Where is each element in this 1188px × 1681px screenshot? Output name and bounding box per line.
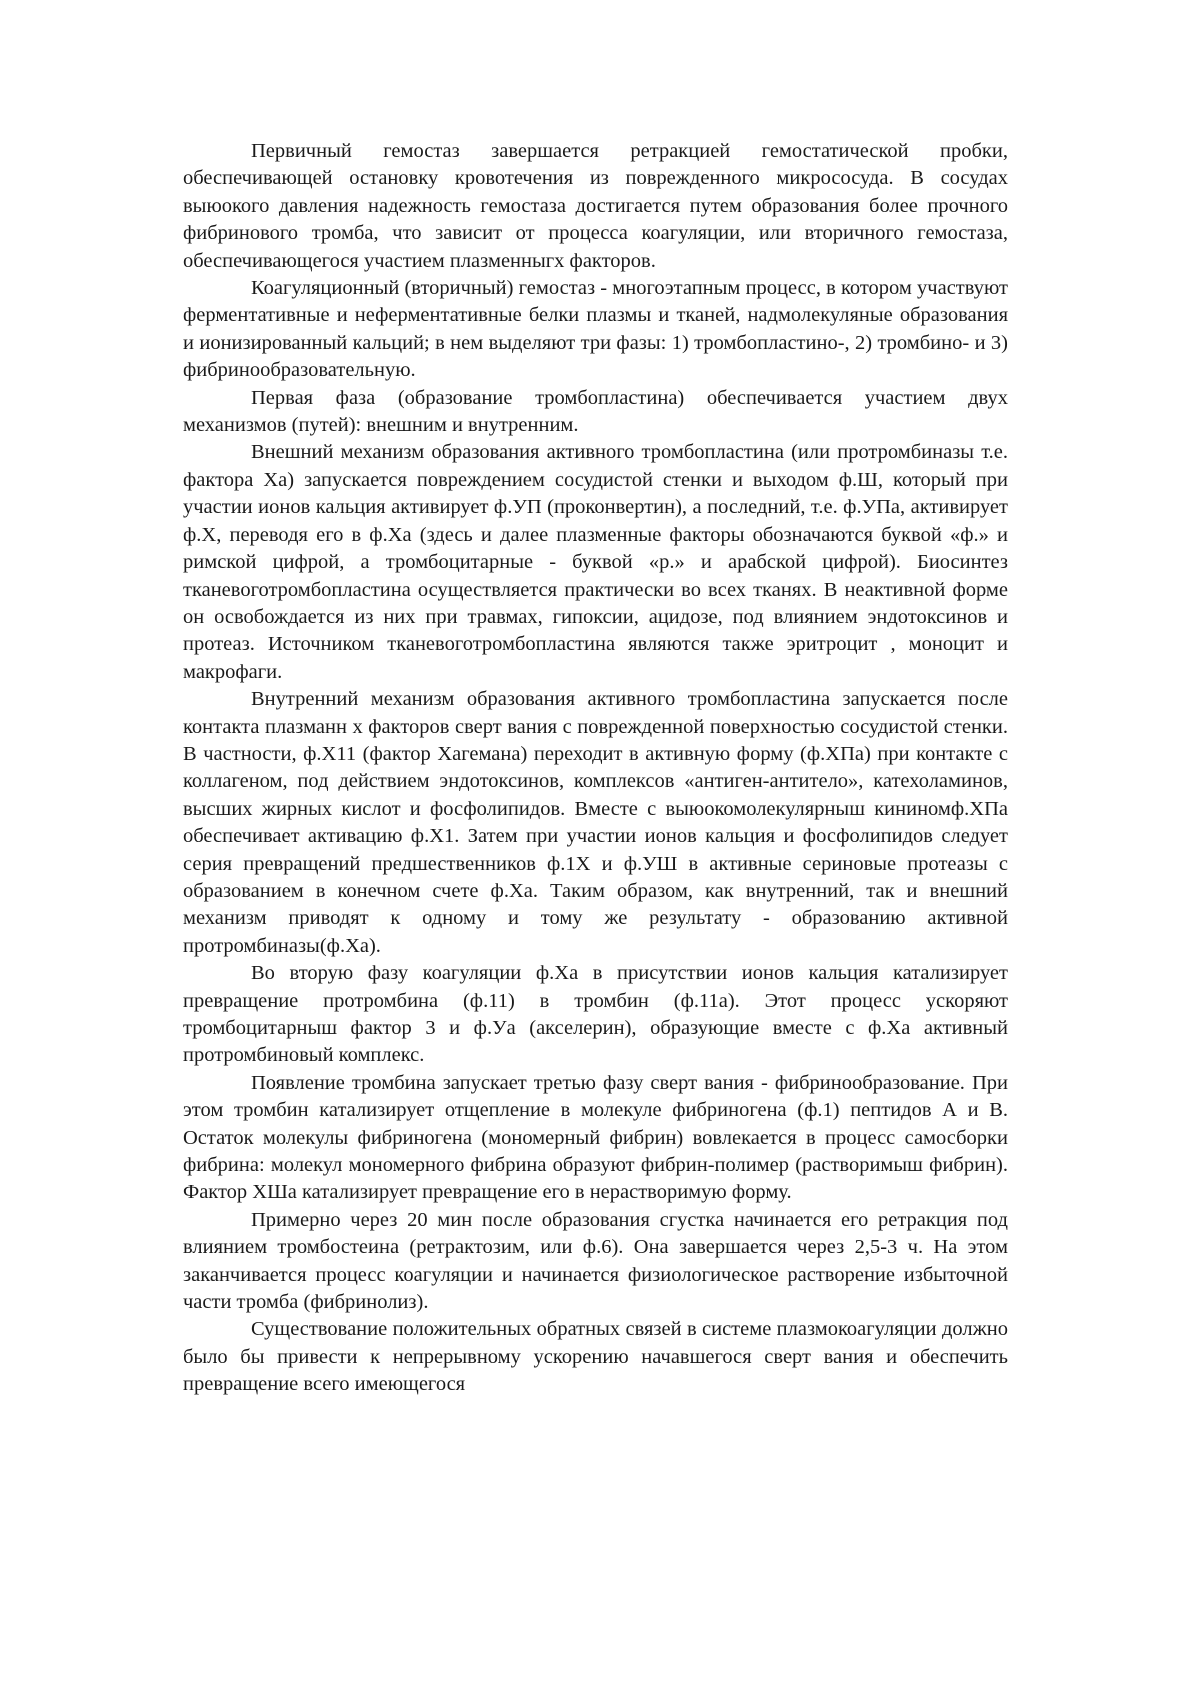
paragraph-primary-hemostasis: Первичный гемостаз завершается ретракцией гемостатической пробки, обеспечивающей остановку кровотечения из поврежденного микрососуда. В сосудах выюокого давления надежность гемостаза достигается путем образования более прочного фибринового тромба, что зависит от процесса коагуляции, или вторичного гемостаза, обеспечивающегося участием плазменныгх факторов. (183, 140, 1008, 272)
paragraph-external-mechanism: Внешний механизм образования активного тромбопластина (или протромбиназы т.е. фактора Ха) запускается повреждением сосудистой стенки и выходом ф.Ш, который при участии ионов кальция активирует ф.УП (проконвертин), а последний, т.е. ф.УПа, активирует ф.Х, переводя его в ф.Ха (здесь и далее плазменные факторы обозначаются буквой «ф.» и римской цифрой, а тромбоцитарные - буквой «р.» и арабской цифрой). Биосинтез тканевоготромбопластина осуществляется практически во всех тканях. В неактивной форме он освобождается из них при травмах, гипоксии, ацидозе, под влиянием эндотоксинов и протеаз. Источником тканевоготромбопластина являются также эритроцит , моноцит и макрофаги. (183, 441, 1008, 683)
paragraph-third-phase: Появление тромбина запускает третью фазу сверт вания - фибринообразование. При этом тромбин катализирует отщепление в молекуле фибриногена (ф.1) пептидов А и В. Остаток молекулы фибриногена (мономерный фибрин) вовлекается в процесс самосборки фибрина: молекул мономерного фибрина образуют фибрин-полимер (растворимыш фибрин). Фактор ХШа катализирует превращение его в нерастворимую форму. (183, 1071, 1008, 1204)
paragraph-second-phase: Во вторую фазу коагуляции ф.Ха в присутствии ионов кальция катализирует превращение протромбина (ф.11) в тромбин (ф.11а). Этот процесс ускоряют тромбоцитарныш фактор 3 и ф.Уа (акселерин), образующие вместе с ф.Ха активный протромбиновый комплекс. (183, 962, 1008, 1067)
document-page (183, 138, 1008, 1399)
paragraph-retraction: Примерно через 20 мин после образования сгустка начинается его ретракция под влиянием тромбостеина (ретрактозим, или ф.6). Она завершается через 2,5-3 ч. На этом заканчивается процесс коагуляции и начинается физиологическое растворение избыточной части тромба (фибринолиз). (183, 1208, 1008, 1314)
paragraph-first-phase: Первая фаза (образование тромбопластина) обеспечивается участием двух механизмов (путей): внешним и внутренним. (183, 386, 1008, 437)
paragraph-coagulation-hemostasis: Коагуляционный (вторичный) гемостаз - многоэтапным процесс, в котором участвуют ферментативные и неферментативные белки плазмы и тканей, надмолекуляные образования и ионизированный кальций; в нем выделяют три фазы: 1) тромбопластино-, 2) тромбино- и 3) фибринообразовательную. (183, 277, 1008, 382)
paragraph-internal-mechanism: Внутренний механизм образования активного тромбопластина запускается после контакта плазманн х факторов сверт вания с поврежденной поверхностью сосудистой стенки. В частности, ф.Х11 (фактор Хагемана) переходит в активную форму (ф.ХПа) при контакте с коллагеном, под действием эндотоксинов, комплексов «антиген-антитело», катехоламинов, высших жирных кислот и фосфолипидов. Вместе с выюокомолекулярныш кининомф.ХПа обеспечивает активацию ф.Х1. Затем при участии ионов кальция и фосфолипидов следует серия превращений предшественников ф.1Х и ф.УШ в активные сериновые протеазы с образованием в конечном счете ф.Ха. Таким образом, как внутренний, так и внешний механизм приводят к одному и тому же результату - образованию активной протромбиназы(ф.Ха). (183, 688, 1008, 957)
paragraph-feedback: Существование положительных обратных связей в системе плазмокоагуляции должно было бы привести к непрерывному ускорению начавшегося сверт вания и обеспечить превращение всего имеющегося (183, 1318, 1008, 1396)
